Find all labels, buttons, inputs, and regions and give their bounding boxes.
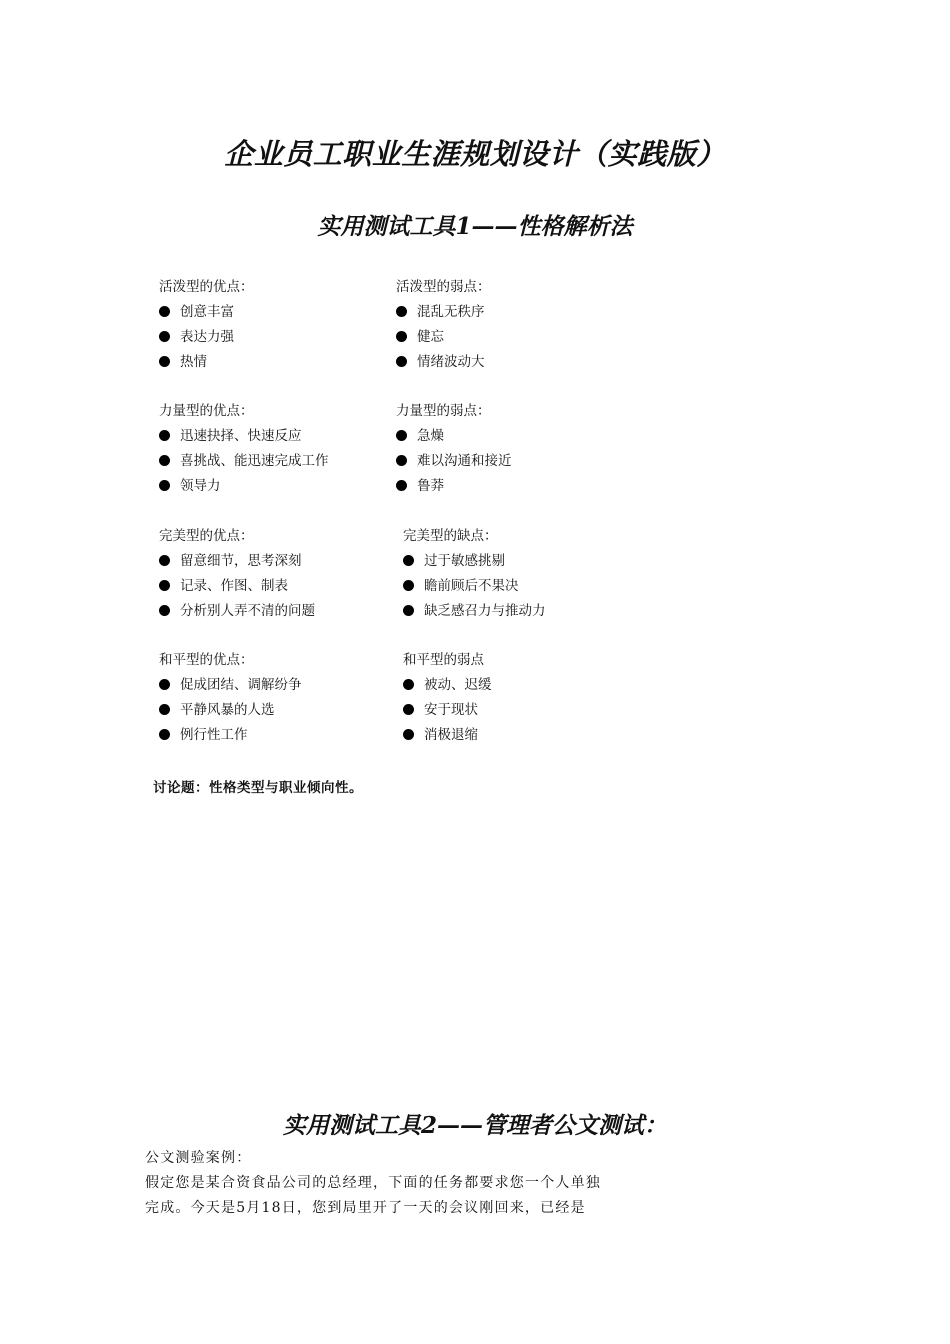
- list-item: [159, 325, 254, 350]
- list-item: [159, 599, 315, 624]
- lively-weaknesses: [396, 275, 491, 375]
- item-text: 表达力强: [180, 329, 234, 345]
- bullet-icon: [396, 455, 407, 466]
- group-heading: 完美型的优点：: [159, 528, 254, 544]
- bullet-icon: [403, 605, 414, 616]
- list-item: [403, 698, 492, 723]
- list-item: [159, 474, 329, 499]
- tool1-heading: 实用测试工具1——性格解析法: [317, 213, 633, 240]
- list-item: [396, 424, 512, 449]
- item-text: 瞻前顾后不果决: [424, 578, 519, 594]
- item-text: 情绪波动大: [417, 354, 485, 370]
- item-text: 过于敏感挑剔: [424, 553, 505, 569]
- bullet-icon: [159, 480, 170, 491]
- item-text: 迅速抉择、快速反应: [180, 428, 302, 444]
- list-item: [396, 300, 491, 325]
- item-text: 消极退缩: [424, 727, 478, 743]
- list-item: [403, 574, 546, 599]
- bullet-icon: [159, 704, 170, 715]
- bullet-icon: [159, 679, 170, 690]
- item-text: 创意丰富: [180, 304, 234, 320]
- powerful-weaknesses: [396, 399, 512, 499]
- item-text: 缺乏感召力与推动力: [424, 603, 546, 619]
- list-item: [403, 673, 492, 698]
- list-item: [159, 449, 329, 474]
- case-label: 公文测验案例：: [145, 1150, 252, 1166]
- bullet-icon: [159, 356, 170, 367]
- item-text: 平静风暴的人选: [180, 702, 275, 718]
- list-item: [396, 449, 512, 474]
- bullet-icon: [403, 729, 414, 740]
- bullet-icon: [396, 306, 407, 317]
- item-text: 分析别人弄不清的问题: [180, 603, 315, 619]
- lively-strengths: [159, 275, 254, 375]
- list-item: [403, 549, 546, 574]
- group-heading: 和平型的优点：: [159, 652, 254, 668]
- item-text: 混乱无秩序: [417, 304, 485, 320]
- case-paragraph-line: 假定您是某合资食品公司的总经理，下面的任务都要求您一个人单独: [145, 1175, 601, 1191]
- item-text: 被动、迟缓: [424, 677, 492, 693]
- list-item: [396, 474, 512, 499]
- list-item: [159, 673, 302, 698]
- bullet-icon: [396, 356, 407, 367]
- bullet-icon: [396, 430, 407, 441]
- list-item: [159, 698, 302, 723]
- case-paragraph-line: 完成。今天是5月18日，您到局里开了一天的会议刚回来，已经是: [145, 1200, 586, 1216]
- list-item: [403, 599, 546, 624]
- list-item: [159, 574, 315, 599]
- group-heading: 活泼型的弱点：: [396, 279, 491, 295]
- perfect-weaknesses: [403, 524, 546, 624]
- bullet-icon: [403, 555, 414, 566]
- bullet-icon: [403, 704, 414, 715]
- group-heading: 完美型的缺点：: [403, 528, 498, 544]
- list-item: [159, 350, 254, 375]
- item-text: 安于现状: [424, 702, 478, 718]
- group-heading: 力量型的优点：: [159, 403, 254, 419]
- item-text: 健忘: [417, 329, 444, 345]
- bullet-icon: [403, 580, 414, 591]
- bullet-icon: [159, 555, 170, 566]
- bullet-icon: [159, 729, 170, 740]
- bullet-icon: [396, 331, 407, 342]
- bullet-icon: [159, 331, 170, 342]
- list-item: [159, 723, 302, 748]
- item-text: 难以沟通和接近: [417, 453, 512, 469]
- powerful-strengths: [159, 399, 329, 499]
- list-item: [159, 300, 254, 325]
- bullet-icon: [159, 455, 170, 466]
- group-heading: 力量型的弱点：: [396, 403, 491, 419]
- item-text: 领导力: [180, 478, 221, 494]
- list-item: [396, 350, 491, 375]
- item-text: 记录、作图、制表: [180, 578, 288, 594]
- tool2-heading: 实用测试工具2——管理者公文测试：: [282, 1112, 667, 1139]
- list-item: [159, 549, 315, 574]
- group-heading: 活泼型的优点：: [159, 279, 254, 295]
- item-text: 热情: [180, 354, 207, 370]
- bullet-icon: [159, 580, 170, 591]
- group-heading: 和平型的弱点: [403, 652, 484, 668]
- bullet-icon: [159, 430, 170, 441]
- list-item: [159, 424, 329, 449]
- item-text: 鲁莽: [417, 478, 444, 494]
- perfect-strengths: [159, 524, 315, 624]
- bullet-icon: [159, 605, 170, 616]
- bullet-icon: [396, 480, 407, 491]
- bullet-icon: [403, 679, 414, 690]
- peaceful-weaknesses: [403, 648, 492, 748]
- item-text: 留意细节，思考深刻: [180, 553, 302, 569]
- item-text: 例行性工作: [180, 727, 248, 743]
- peaceful-strengths: [159, 648, 302, 748]
- item-text: 喜挑战、能迅速完成工作: [180, 453, 329, 469]
- list-item: [396, 325, 491, 350]
- item-text: 促成团结、调解纷争: [180, 677, 302, 693]
- bullet-icon: [159, 306, 170, 317]
- list-item: [403, 723, 492, 748]
- item-text: 急燥: [417, 428, 444, 444]
- discussion-question: 讨论题：性格类型与职业倾向性。: [153, 780, 363, 796]
- document-title: 企业员工职业生涯规划设计（实践版）: [224, 137, 726, 171]
